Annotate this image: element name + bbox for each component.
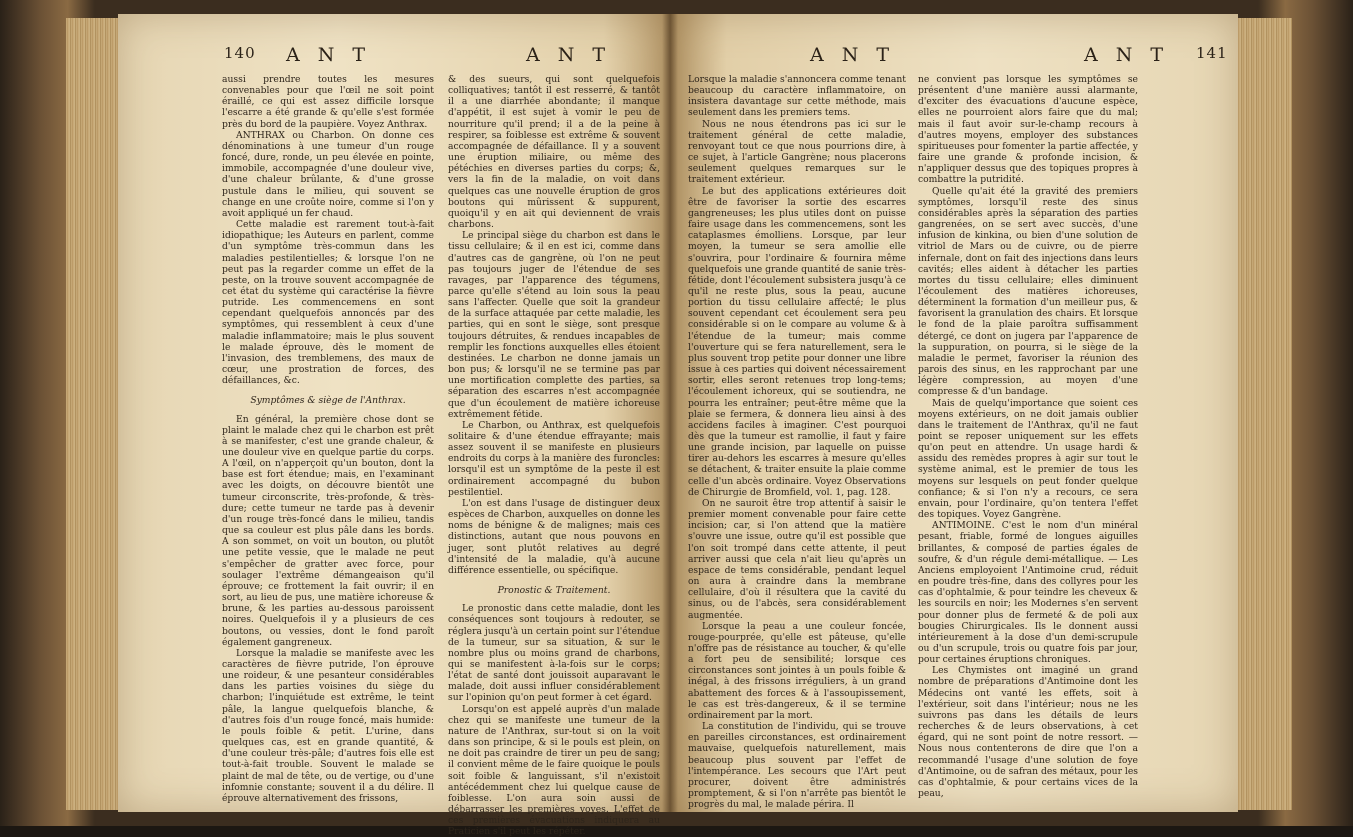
paragraph: On ne sauroit être trop attentif à saisir le premier moment convenable pour faire cette incision; car, si l'on attend que la matière s'ouvre une issue, outre qu'il est possible que l'on soit trompé dans cette attente, il peut arriver aussi que cela n'ait lieu qu'après un espace de tems considérable, pendant lequel on aura à craindre dans la membrane cellulaire, d'où il résultera que la cavité du sinus, ou de l'abcès, sera considérablement augmentée. [688, 497, 906, 621]
paragraph: Lorsqu'on est appelé auprès d'un malade chez qui se manifeste une tumeur de la nature de l'Anthrax, sur-tout si on la voit dans son principe, & si le pouls est plein, on ne doit pas craindre de tirer un peu de sang; il convient même de le faire quoique le pouls soit foible & languissant, s'il n'existoit antécédemment chez lui quelque cause de foiblesse. L'on aura soin aussi de débarrasser les premières voyes. L'effet de ces premières évacuations indiquera au Praticien s'il peut les répéter. [448, 703, 660, 837]
left-page-header [118, 44, 670, 70]
running-head-right-1: A N T [810, 44, 896, 66]
paragraph: Cette maladie est rarement tout-à-fait idiopathique; les Auteurs en parlent, comme d'un symptôme très-commun dans les maladies pestilentielles; & lorsque l'on ne peut pas la regarder comme un effet de la peste, on la trouve souvent accompagnée de cet état du système qui caractérise la fièvre putride. Les commencemens en sont cependant quelquefois annoncés par des symptômes, qui ressemblent à ceux d'une maladie inflammatoire; mais le plus souvent le malade éprouve, dès le moment de l'invasion, des tremblemens, des maux de cœur, une prostration de forces, des défaillances, &c. [222, 219, 434, 387]
paragraph: La constitution de l'individu, qui se trouve en pareilles circonstances, est ordinairement mauvaise, quelquefois naturellement, mais beaucoup plus souvent par l'effet de l'intempérance. Les secours que l'Art peut procurer, doivent être administrés promptement, & si l'on n'arrête pas bientôt le progrès du mal, le malade périra. Il [688, 721, 906, 811]
paragraph: ANTIMOINE. C'est le nom d'un minéral pesant, friable, formé de longues aiguilles brillantes, & composé de parties égales de soufre, & d'un régule demi-métallique. — Les Anciens employoient l'Antimoine crud, réduit en poudre très-fine, dans des collyres pour les cas d'ophtalmie, & pour teindre les cheveux & les sourcils en noir; les Modernes s'en servent pour donner plus de fermeté & de poli aux bougies Chirurgicales. Ils le donnent aussi intérieurement à la dose d'un demi-scrupule ou d'un scrupule, trois ou quatre fois par jour, pour certaines éruptions chroniques. [918, 520, 1138, 666]
left-page-column-1 [222, 74, 434, 819]
page-number-right: 141 [1196, 44, 1228, 62]
right-page-header [670, 44, 1238, 70]
right-page-column-1 [688, 74, 906, 819]
paragraph: ANTHRAX ou Charbon. On donne ces dénominations à une tumeur d'un rouge foncé, dure, ronde, un peu élevée en pointe, immobile, accompagnée d'une douleur vive, d'une chaleur brûlante, & d'une grosse pustule dans le milieu, qui souvent se change en une croûte noire, comme si l'on y avoit appliqué un fer chaud. [222, 129, 434, 219]
left-page-column-2 [448, 74, 660, 837]
paragraph: En général, la première chose dont se plaint le malade chez qui le charbon est prêt à se manifester, c'est une grande chaleur, & une douleur vive en quelque partie du corps. A l'œil, on n'apperçoit qu'un bouton, dont la base est fort étendue; mais, en l'examinant avec les doigts, on découvre bientôt une tumeur circonscrite, très-profonde, & très-dure; cette tumeur ne tarde pas à devenir d'un rouge très-foncé dans le milieu, tandis que sa couleur est plus pâle dans les bords. A son sommet, on voit un bouton, ou plutôt une petite vessie, que le malade ne peut s'empêcher de gratter avec force, pour soulager l'extrême démangeaison qu'il éprouve; ce frottement la fait ouvrir; il en sort, au lieu de pus, une matière ichoreuse & brune, & les parties au-dessous paroissent noires. Quelquefois il y a plusieurs de ces boutons, ou vessies, dont le fond paroît également gangreneux. [222, 413, 434, 648]
paragraph: Lorsque la peau a une couleur foncée, rouge-pourprée, qu'elle est pâteuse, qu'elle n'offre pas de résistance au toucher, & qu'elle a fort peu de sensibilité; lorsque ces circonstances sont jointes à un pouls foible & inégal, à des frissons irréguliers, à un grand abattement des forces & à l'assoupissement, le cas est très-dangereux, & il se termine ordinairement par la mort. [688, 620, 906, 721]
right-page-edges [1232, 18, 1292, 810]
running-head-left-2: A N T [526, 44, 612, 66]
running-head-left-1: A N T [286, 44, 372, 66]
paragraph: Le principal siège du charbon est dans le tissu cellulaire; & il en est ici, comme dans d'autres cas de gangrène, où l'on ne peut pas toujours juger de l'étendue de ses ravages, par l'apparence des tégumens, parce qu'elle s'étend au loin sous la peau sans l'affecter. Quelle que soit la grandeur de la surface attaquée par cette maladie, les parties, qui en sont le siège, sont presque toujours détruites, & rendues incapables de remplir les fonctions auxquelles elles étoient destinées. Le charbon ne donne jamais un bon pus; & lorsqu'il ne se termine pas par une mortification complette des parties, sa séparation des escarres n'est accompagnée que d'un écoulement de matière ichoreuse extrêmement fétide. [448, 230, 660, 420]
paragraph: Lorsque la maladie s'annoncera comme tenant beaucoup du caractère inflammatoire, on insistera davantage sur cette méthode, mais seulement dans les premiers tems. [688, 74, 906, 119]
paragraph: Le but des applications extérieures doit être de favoriser la sortie des escarres gangreneuses; les plus utiles dont on puisse faire usage dans les commencemens, sont les cataplasmes émolliens. Lorsque, par leur moyen, la tumeur se sera amollie elle s'ouvrira, pour l'ordinaire & fournira même quelquefois une grande quantité de sanie très-fétide, dont l'écoulement subsistera jusqu'à ce qu'il ne reste plus, sous la peau, aucune portion du tissu cellulaire affecté; le plus souvent cependant cet écoulement sera peu considérable si on le compare au volume & à l'étendue de la tumeur; mais comme l'ouverture qui se fera naturellement, sera le plus souvent trop petite pour donner une libre issue à ces parties qui doivent nécessairement sortir, elles seront retenues trop long-tems; l'écoulement ichoreux, qui se soutiendra, ne pourra les entraîner; peut-être même que la plaie se fermera, & donnera lieu ainsi à des accidens faciles à imaginer. C'est pourquoi dès que la tumeur est ramollie, il faut y faire une grande incision, par laquelle on puisse tirer au-dehors les escarres à mesure qu'elles se détachent, & traiter ensuite la plaie comme celle d'un abcès ordinaire. Voyez Observations de Chirurgie de Bromfield, vol. 1, pag. 128. [688, 185, 906, 498]
book-gutter [662, 14, 678, 812]
paragraph: & des sueurs, qui sont quelquefois colliquatives; tantôt il est resserré, & tantôt il a une diarrhée abondante; il manque d'appétit, il est sujet à vomir le peu de nourriture qu'il prend; il a de la peine à respirer, sa foiblesse est extrême & souvent accompagnée de défaillance. Il y a souvent une éruption miliaire, ou même des pétéchies en diverses parties du corps; &, vers la fin de la maladie, on voit dans quelques cas une nouvelle éruption de gros boutons qui mûrissent & suppurent, quoiqu'il y en ait qui deviennent de vrais charbons. [448, 74, 660, 231]
paragraph: Quelle qu'ait été la gravité des premiers symptômes, lorsqu'il reste des sinus considérables après la séparation des parties gangrenées, on se sert avec succès, d'une infusion de kinkina, ou bien d'une solution de vitriol de Mars ou de cuivre, ou de pierre infernale, dont on fait des injections dans leurs cavités; elles aident à détacher les parties mortes du tissu cellulaire; elles diminuent l'écoulement des matières ichoreuses, déterminent la formation d'un meilleur pus, & favorisent la granulation des chairs. Et lorsque le fond de la plaie paroîtra suffisamment détergé, ce dont on jugera par l'apparence de la suppuration, on pourra, si le siège de la maladie le permet, favoriser la réunion des parois des sinus, en les rapprochant par une légère compression, au moyen d'une compresse & d'un bandage. [918, 185, 1138, 398]
paragraph: Les Chymistes ont imaginé un grand nombre de préparations d'Antimoine dont les Médecins ont vanté les effets, soit à l'extérieur, soit dans l'intérieur; nous ne les suivrons pas dans les détails de leurs recherches & de leurs observations, à cet égard, qui ne sont point de notre ressort. — Nous nous contenterons de dire que l'on a recommandé l'usage d'une solution de foye d'Antimoine, ou de safran des métaux, pour les cas d'ophtalmie, & pour certains vices de la peau, [918, 665, 1138, 799]
running-head-right-2: A N T [1084, 44, 1170, 66]
paragraph: ne convient pas lorsque les symptômes se présentent d'une manière aussi alarmante, d'exciter des évacuations d'aucune espèce, elles ne pourroient alors faire que du mal; mais il faut avoir sur-le-champ recours à d'autres moyens, employer des substances spiritueuses pour fomenter la partie affectée, y faire une grande & profonde incision, & n'appliquer dessus que des topiques propres à combattre la putridité. [918, 74, 1138, 186]
paragraph: Le pronostic dans cette maladie, dont les conséquences sont toujours à redouter, se réglera jusqu'à un certain point sur l'étendue de la tumeur, sur sa situation, & sur le nombre plus ou moins grand de charbons, qui se manifestent à-la-fois sur le corps; l'état de santé dont jouissoit auparavant le malade, doit aussi influer considérablement sur l'opinion qu'on peut former à cet égard. [448, 603, 660, 704]
paragraph: Nous ne nous étendrons pas ici sur le traitement général de cette maladie, renvoyant tout ce que nous pourrions dire, à ce sujet, à l'article Gangrène; nous placerons seulement quelques remarques sur le traitement extérieur. [688, 118, 906, 186]
paragraph: L'on est dans l'usage de distinguer deux espèces de Charbon, auxquelles on donne les noms de bénigne & de malignes; mais ces distinctions, autant que nous pouvons en juger, sont plutôt relatives au degré d'intensité de la maladie, qu'à aucune différence essentielle, ou spécifique. [448, 497, 660, 576]
page-number-left: 140 [224, 44, 256, 62]
left-page-edges [66, 18, 120, 810]
right-page [670, 14, 1238, 812]
paragraph: Le Charbon, ou Anthrax, est quelquefois solitaire & d'une étendue effrayante; mais assez souvent il se manifeste en plusieurs endroits du corps à la manière des furoncles: lorsqu'il est un symptôme de la peste il est ordinairement accompagné du bubon pestilentiel. [448, 419, 660, 498]
right-page-column-2 [918, 74, 1138, 819]
paragraph: aussi prendre toutes les mesures convenables pour que l'œil ne soit point éraillé, ce qui est assez difficile lorsque l'escarre a été grande & qu'elle s'est formée près du bord de la paupière. Voyez Anthrax. [222, 74, 434, 130]
section-heading: Symptômes & siège de l'Anthrax. [250, 395, 406, 407]
paragraph: Mais de quelqu'importance que soient ces moyens extérieurs, on ne doit jamais oublier dans le traitement de l'Anthrax, qu'il ne faut point se reposer uniquement sur les effets qu'on peut en attendre. Un usage hardi & assidu des remèdes propres à agir sur tout le système animal, est le premier de tous les moyens sur lesquels on peut fonder quelque confiance; & si l'on n'y a recours, ce sera envain, pour l'ordinaire, qu'on tentera l'effet des topiques. Voyez Gangrène. [918, 397, 1138, 521]
section-heading: Pronostic & Traitement. [497, 585, 611, 597]
left-page [118, 14, 670, 837]
paragraph: Lorsque la maladie se manifeste avec les caractères de fièvre putride, l'on éprouve une roideur, & une pesanteur considérables dans les parties voisines du siège du charbon; l'inquiétude est extrême, le teint pâle, la langue quelquefois blanche, & d'autres fois d'un rouge foncé, mais humide: le pouls foible & petit. L'urine, dans quelques cas, est en grande quantité, & d'une couleur très-pâle; d'autres fois elle est tout-à-fait trouble. Souvent le malade se plaint de mal de tête, ou de vertige, ou d'une infomnie constante; souvent il a du délire. Il éprouve alternativement des frissons, [222, 647, 434, 804]
